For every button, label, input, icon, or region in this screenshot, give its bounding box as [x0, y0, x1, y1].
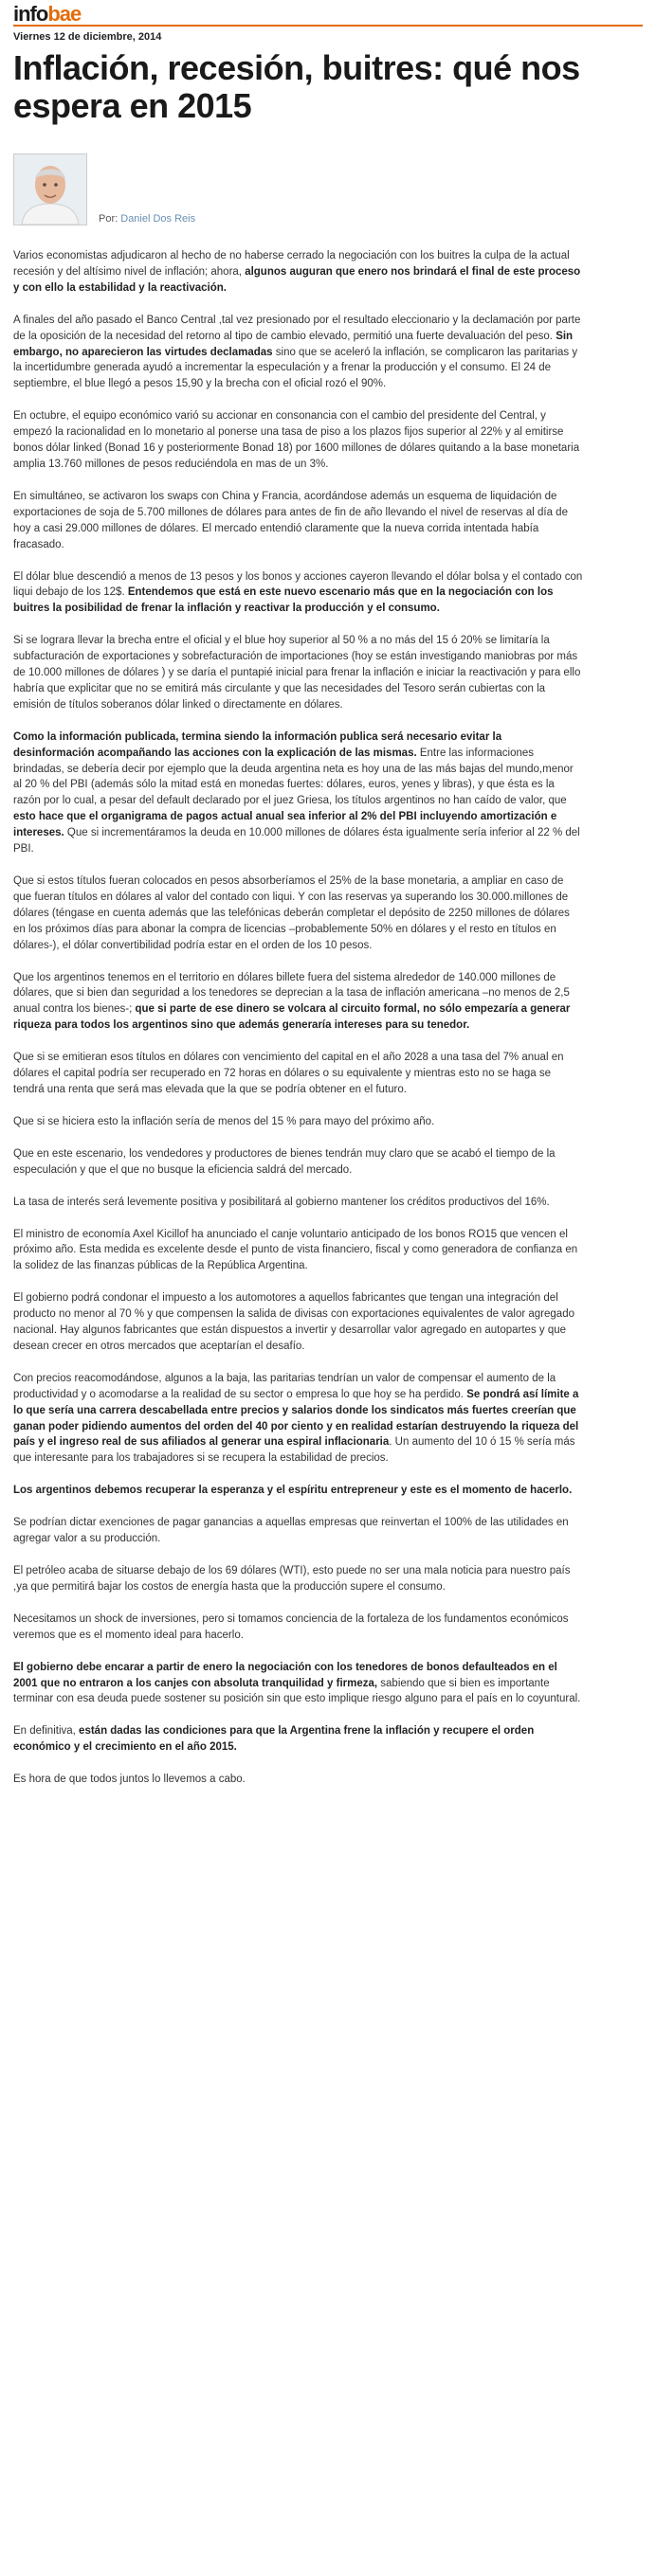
paragraph-8: Que si estos títulos fueran colocados en pesos absorberíamos el 25% de la base monetaria, a ampliar en caso de que fueran títulos en dólares al valor del contado con liqui. Y con las reservas ya superando los 30.000.millones de dólares (téngase en cuenta además que las telefónicas deberán completar el depósito de 2250 millones de dólares en los próximos días para abonar la compra de licencias –probablemente 50% en dólares y el resto en títulos en dólares-), el dólar convertibilidad podría estar en el orden de los 10 pesos.: [13, 875, 570, 951]
paragraph-4: En simultáneo, se activaron los swaps con China y Francia, acordándose además un esquema de liquidación de exportaciones de soja de 5.700 millones de dólares para antes de fin de año llevando el nivel de reservas al día de hoy a casi 29.000 millones de dólares. El mercado entendió claramente que la nueva corrida intentada había fracasado.: [13, 490, 568, 550]
paragraph-1: Varios economistas adjudicaron al hecho de no haberse cerrado la negociación con los buitres la culpa de la actual recesión y del altísimo nivel de inflación; ahora, algunos auguran que enero nos brindará el final de este proceso y con ello la estabilidad y la reactivación.: [13, 250, 581, 294]
paragraph-2: A finales del año pasado el Banco Central ,tal vez presionado por el resultado eleccionario y la declamación por parte de la oposición de la necesidad del retorno al tipo de cambio elevado, permitió una fuerte devaluación del peso. Sin embargo, no aparecieron las virtudes declamadas sino que se aceleró la inflación, se complicaron las paritarias y la incertidumbre generada ayudó a incrementar la especulación y a frenar la producción y el consumo. El 24 de septiembre, el blue llegó a pesos 15,90 y la brecha con el oficial rozó el 90%.: [13, 314, 581, 390]
paragraph-13: La tasa de interés será levemente positiva y posibilitará al gobierno mantener los créditos productivos del 16%.: [13, 1196, 550, 1208]
paragraph-14: El ministro de economía Axel Kicillof ha anunciado el canje voluntario anticipado de los bonos RO15 que vencen el próximo año. Esta medida es excelente desde el punto de vista financiero, fiscal y como generadora de confianza en la solidez de las finanzas públicas de la República Argentina.: [13, 1228, 578, 1272]
paragraph-19: El petróleo acaba de situarse debajo de los 69 dólares (WTI), esto puede no ser una mala noticia para nuestro país ,ya que permitirá bajar los costos de energía hasta que la producción supere el consumo.: [13, 1565, 571, 1593]
paragraph-10: Que si se emitieran esos títulos en dólares con vencimiento del capital en el año 2028 a una tasa del 7% anual en dólares el capital podría ser recuperado en 72 horas en dólares o su equivalente y mientras esto no se haga se tendrá una renta que será mas elevada que la que se podría obtener en el futuro.: [13, 1052, 564, 1095]
author-link[interactable]: Daniel Dos Reis: [120, 213, 196, 225]
article-date: Viernes 12 de diciembre, 2014: [13, 31, 162, 43]
paragraph-15: El gobierno podrá condonar el impuesto a los automotores a aquellos fabricantes que tengan una integración del producto no menor al 70 % y que compensen la salida de divisas con exportaciones equivalentes de valor agregado nacional. Hay algunos fabricantes que están dispuestos a invertir y desarrollar valor agregado en autopartes y que desean crecer en otros mercados que aceptarían el desafío.: [13, 1292, 574, 1352]
byline-prefix: Por:: [99, 213, 118, 225]
article-headline: Inflación, recesión, buitres: qué nos espera en 2015: [13, 48, 580, 125]
masthead: [13, 4, 643, 27]
article-body: [13, 248, 584, 1804]
paragraph-11: Que si se hiciera esto la inflación sería de menos del 15 % para mayo del próximo año.: [13, 1115, 435, 1127]
paragraph-20: Necesitamos un shock de inversiones, pero si tomamos conciencia de la fortaleza de los fundamentos económicos veremos que es el momento ideal para hacerlo.: [13, 1612, 569, 1641]
paragraph-12: Que en este escenario, los vendedores y productores de bienes tendrán muy claro que se acabó el tiempo de la especulación y que el que no busque la eficiencia saldrá del mercado.: [13, 1147, 556, 1176]
paragraph-5: El dólar blue descendió a menos de 13 pesos y los bonos y acciones cayeron llevando el dólar bolsa y el contado con liqui debajo de los 12$. Entendemos que está en este nuevo escenario más que en la negociación con los buitres la posibilidad de frenar la inflación y reactivar la producción y el consumo.: [13, 570, 583, 615]
paragraph-22: En definitiva, están dadas las condiciones para que la Argentina frene la inflación y recupere el orden económico y el crecimiento en el año 2015.: [13, 1725, 535, 1754]
paragraph-7: Como la información publicada, termina siendo la información publica será necesario evitar la desinformación acompañando las acciones con la explicación de las mismas. Entre las informaciones brindadas, se debería decir por ejemplo que la deuda argentina neta es hoy una de las más bajas del mundo,menor al 20 % del PBI (además sólo la mitad está en monedas fuertes: dólares, euros, yenes y libras), y que ésta es la razón por lo cual, a pesar del default declarado por el juez Griesa, los títulos argentinos no han caído de valor, que esto hace que el organigrama de pagos actual anual sea inferior al 2% del PBI incluyendo amortización e intereses. Que si incrementáramos la deuda en 10.000 millones de dólares ésta igualmente sería inferior al 22 % del PBI.: [13, 730, 580, 856]
byline: [99, 213, 195, 225]
paragraph-17: Los argentinos debemos recuperar la esperanza y el espíritu entrepreneur y este es el momento de hacerlo.: [13, 1485, 573, 1497]
paragraph-23: Es hora de que todos juntos lo llevemos a cabo.: [13, 1774, 246, 1786]
paragraph-16: Con precios reacomodándose, algunos a la baja, las paritarias tendrían un valor de compensar el aumento de la productividad y o acomodarse a la realidad de su sector o empresa lo que hoy se ha perdido. Se pondrá así límite a lo que sería una carrera descabellada entre precios y salarios donde los sindicatos más fuertes creerían que ganan poder pidiendo aumentos del orden del 40 por ciento y en realidad estarían destruyendo la riqueza del país y el ingreso real de sus afiliados al generar una espiral inflacionaria. Un aumento del 10 ó 15 % sería más que interesante para los trabajadores si se recupera la estabilidad de precios.: [13, 1372, 579, 1465]
paragraph-21: El gobierno debe encarar a partir de enero la negociación con los tenedores de bonos defaulteados en el 2001 que no entraron a los canjes con absoluta tranquilidad y firmeza, sabiendo que si bien es importante terminar con esa deuda puede sostener su posición sin que esto implique riesgo alguno para el país en lo coyuntural.: [13, 1661, 581, 1705]
paragraph-3: En octubre, el equipo económico varió su accionar en consonancia con el cambio del presidente del Central, y empezó la racionalidad en lo monetario al ponerse una tasa de piso a los plazos fijos superior al 22% y al emitirse bonos dólar linked (Bonad 16 y posteriormente Bonad 18) por 1600 millones de dólares quitando a la base monetaria amplia 13.760 millones de pesos reduciéndola en mas de un 3%.: [13, 410, 580, 470]
paragraph-18: Se podrían dictar exenciones de pagar ganancias a aquellas empresas que reinvertan el 100% de las utilidades en agregar valor a su producción.: [13, 1517, 569, 1545]
paragraph-9: Que los argentinos tenemos en el territorio en dólares billete fuera del sistema alrededor de 140.000 millones de dólares, que si bien dan seguridad a los tenedores se deprecian a la tasa de inflación americana –no menos de 2,5 anual contra los bienes-; que si parte de ese dinero se volcara al circuito formal, no sólo empezaría a generar riqueza para todos los argentinos sino que además generaría intereses para su tenedor.: [13, 971, 571, 1032]
author-avatar: [13, 153, 87, 225]
site-logo[interactable]: infobae: [13, 2, 82, 26]
paragraph-6: Si se lograra llevar la brecha entre el oficial y el blue hoy superior al 50 % a no más del 15 ó 20% se limitaría la subfacturación de exportaciones y sobrefacturación de importaciones (hoy se están investigando maniobras por más de 10.000 millones de dólares ) y se daría el puntapié inicial para frenar la inflación e iniciar la reactivación y para ello habría que explicitar que no se emitirá más circulante y que las necesidades del Tesoro serán cubiertas con la emisión de títulos soberanos dólar linked o directamente en dólares.: [13, 635, 581, 711]
